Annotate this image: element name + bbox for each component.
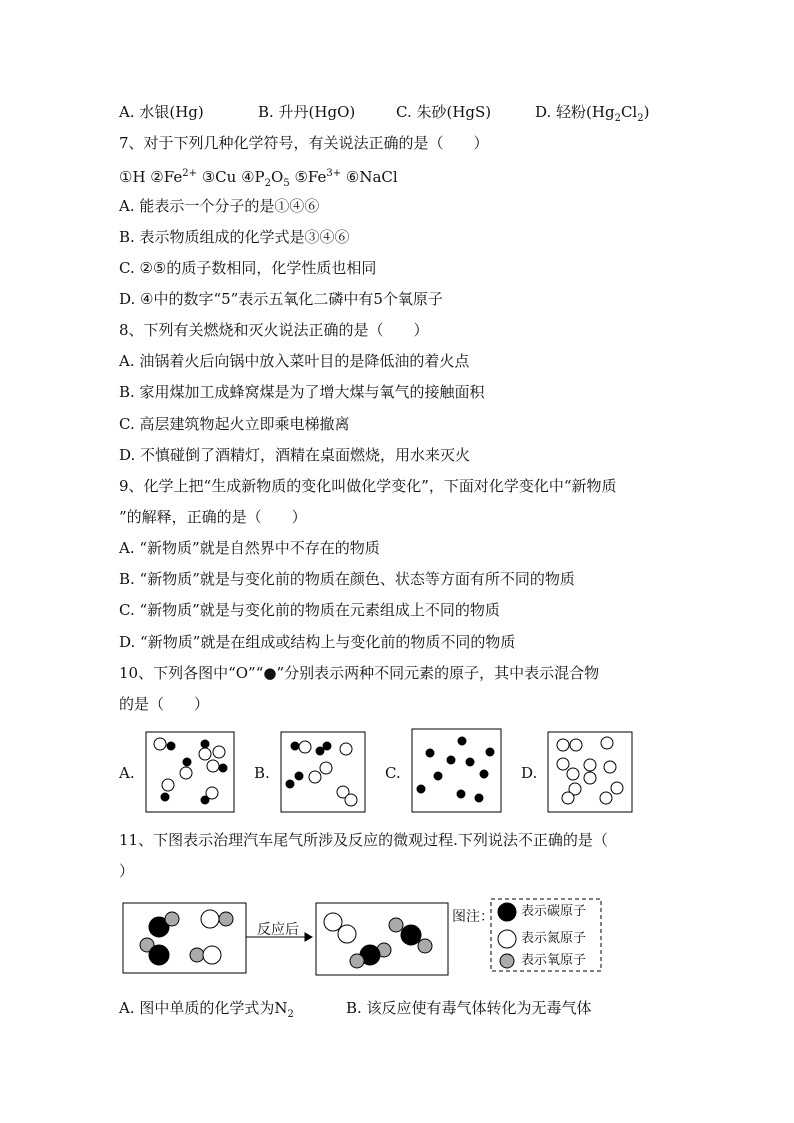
q11-a-sub: 2 [287, 1009, 294, 1020]
q7-s2: ③Cu ④P [196, 168, 265, 186]
q7-s4: ⑤Fe [289, 168, 327, 186]
q11-option-b: B. 该反应使有毒气体转化为无毒气体 [346, 999, 592, 1017]
q7-sup1: 2+ [182, 168, 197, 179]
q6-option-a: A. 水银(Hg) [119, 103, 204, 121]
q11-stem-line2: ） [119, 862, 135, 880]
q8-stem: 8、下列有关燃烧和灭火说法正确的是（ ） [119, 321, 429, 339]
q10-label-a: A. [119, 764, 135, 782]
q9-option-b: B. “新物质”就是与变化前的物质在颜色、状态等方面有所不同的物质 [119, 570, 575, 588]
q6-d-suffix: ) [643, 103, 650, 121]
q6-d-prefix: D. 轻粉(Hg [535, 103, 615, 121]
q7-sub1: 2 [264, 178, 272, 189]
q9-stem-line2: ”的解释，正确的是（ ） [119, 508, 307, 526]
q10-box-c [412, 729, 501, 812]
q8-option-c: C. 高层建筑物起火立即乘电梯撤离 [119, 415, 350, 433]
q7-option-a: A. 能表示一个分子的是①④⑥ [119, 197, 320, 215]
q7-s1: ①H ②Fe [119, 168, 183, 186]
q9-option-a: A. “新物质”就是自然界中不存在的物质 [119, 539, 380, 557]
q8-option-d: D. 不慎碰倒了酒精灯，酒精在桌面燃烧，用水来灭火 [119, 446, 471, 464]
q10-label-b: B. [254, 764, 270, 782]
carbon-atom-icon [498, 903, 516, 921]
q11-arrow-label: 反应后 [257, 922, 299, 938]
q7-stem: 7、对于下列几种化学符号，有关说法正确的是（ ） [119, 134, 489, 152]
q7-option-b: B. 表示物质组成的化学式是③④⑥ [119, 228, 350, 246]
q6-d-sub2: 2 [637, 113, 644, 124]
q11-a-prefix: A. 图中单质的化学式为N [119, 999, 288, 1017]
q6-option-b: B. 升丹(HgO) [258, 103, 356, 121]
q11-stem-line1: 11、下图表示治理汽车尾气所涉及反应的微观过程.下列说法不正确的是（ [119, 831, 608, 849]
oxygen-atom-icon [500, 954, 514, 968]
q7-option-d: D. ④中的数字“5”表示五氧化二磷中有5个氧原子 [119, 290, 443, 308]
q11-legend-title: 图注： [452, 909, 494, 925]
q9-option-c: C. “新物质”就是与变化前的物质在元素组成上不同的物质 [119, 601, 500, 619]
q10-label-c: C. [385, 764, 401, 782]
q11-legend-nitrogen: 表示氮原子 [521, 931, 587, 946]
q7-option-c: C. ②⑤的质子数相同，化学性质也相同 [119, 259, 377, 277]
q7-s3: O [271, 168, 284, 186]
q9-option-d: D. “新物质”就是在组成或结构上与变化前的物质不同的物质 [119, 633, 516, 651]
q6-d-mid: Cl [620, 103, 638, 121]
q11-option-a [119, 998, 294, 1025]
q11-arrow-head [305, 933, 312, 941]
q11-legend-carbon: 表示碳原子 [521, 904, 587, 919]
q10-stem-line2: 的是（ ） [119, 695, 210, 713]
q7-s5: ⑥NaCl [341, 168, 398, 186]
q7-sup2: 3+ [326, 168, 342, 179]
q10-stem-line1: 10、下列各图中“O”“●”分别表示两种不同元素的原子，其中表示混合物 [119, 664, 600, 682]
q7-sub2: 5 [283, 178, 290, 189]
q8-option-b: B. 家用煤加工成蜂窝煤是为了增大煤与氧气的接触面积 [119, 383, 485, 401]
q6-option-c: C. 朱砂(HgS) [396, 103, 492, 121]
q11-legend-oxygen: 表示氧原子 [521, 953, 587, 968]
q9-stem-line1: 9、化学上把“生成新物质的变化叫做化学变化”，下面对化学变化中“新物质 [119, 477, 617, 495]
q10-label-d: D. [521, 764, 538, 782]
q8-option-a: A. 油锅着火后向锅中放入菜叶目的是降低油的着火点 [119, 352, 470, 370]
q6-d-sub1: 2 [614, 113, 621, 124]
nitrogen-atom-icon [498, 930, 516, 948]
